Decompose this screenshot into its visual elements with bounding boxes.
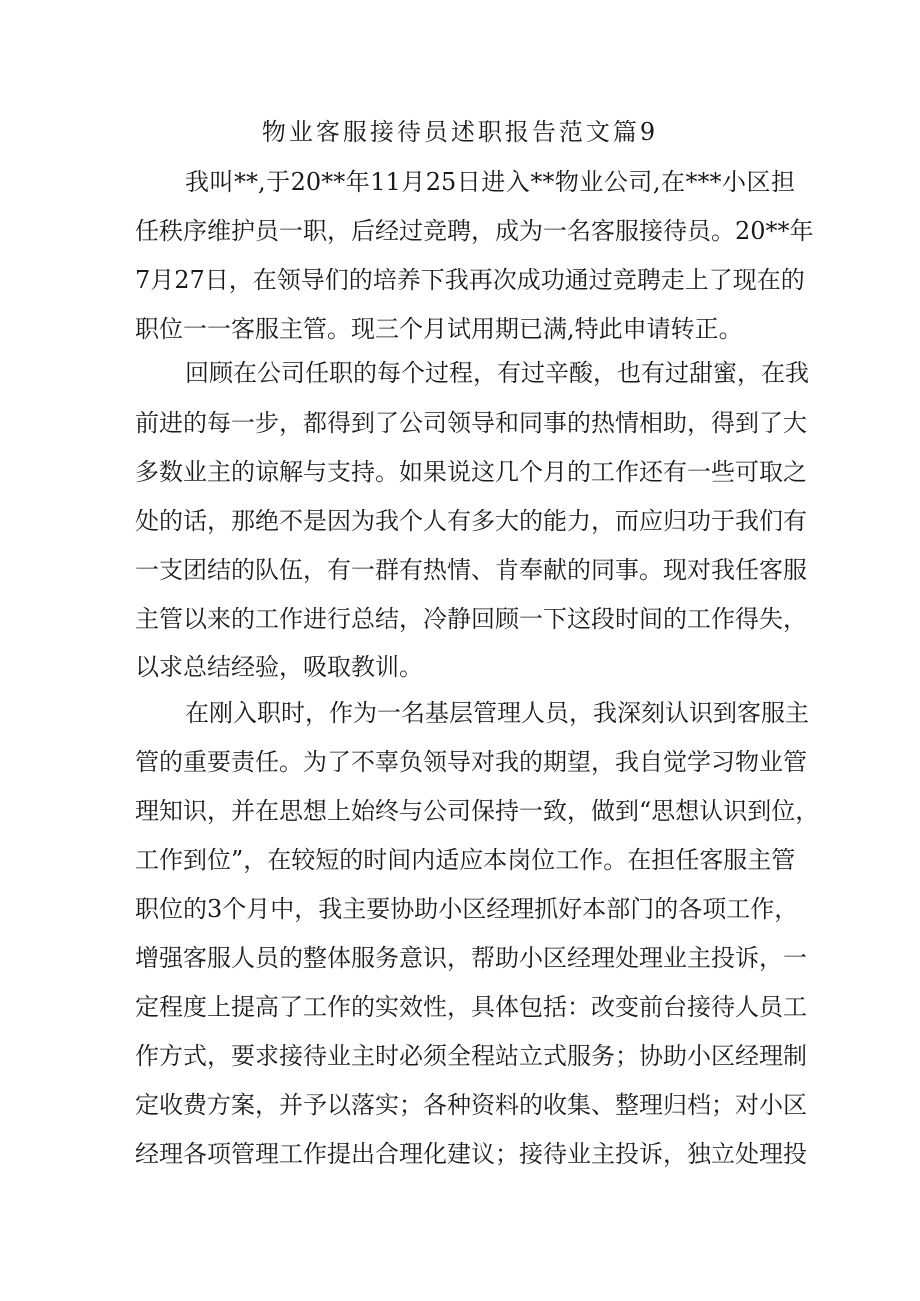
- text-line: 工作到位”，在较短的时间内适应本岗位工作。在担任客服主管: [135, 846, 796, 874]
- text-line: 我叫**,于20**年11月25日进入**物业公司,在***小区担: [185, 168, 795, 196]
- text-line: 多数业主的谅解与支持。如果说这几个月的工作还有一些可取之: [135, 458, 807, 486]
- text-line: 职位的3个月中，我主要协助小区经理抓好本部门的各项工作，: [135, 895, 799, 923]
- text-line: 处的话，那绝不是因为我个人有多大的能力，而应归功于我们有: [135, 507, 807, 535]
- text-line: 7月27日，在领导们的培养下我再次成功通过竞聘走上了现在的: [135, 266, 805, 294]
- text-line: 经理各项管理工作提出合理化建议；接待业主投诉，独立处理投: [135, 1140, 807, 1168]
- text-line: 任秩序维护员一职，后经过竞聘，成为一名客服接待员。20**年: [135, 217, 814, 245]
- text-line: 前进的每一步，都得到了公司领导和同事的热情相助，得到了大: [135, 409, 807, 437]
- text-line: 主管以来的工作进行总结，冷静回顾一下这段时间的工作得失，: [135, 605, 807, 633]
- text-line: 定收费方案，并予以落实；各种资料的收集、整理归档；对小区: [135, 1091, 807, 1119]
- document-title: 物业客服接待员述职报告范文篇9: [261, 118, 659, 146]
- text-line: 回顾在公司任职的每个过程，有过辛酸，也有过甜蜜，在我: [185, 359, 809, 387]
- text-line: 以求总结经验，吸取教训。: [135, 653, 423, 681]
- text-line: 理知识，并在思想上始终与公司保持一致，做到“思想认识到位，: [135, 797, 820, 825]
- text-line: 在刚入职时，作为一名基层管理人员，我深刻认识到客服主: [185, 699, 809, 727]
- text-line: 一支团结的队伍，有一群有热情、肯奉献的同事。现对我任客服: [135, 556, 807, 584]
- text-line: 作方式，要求接待业主时必须全程站立式服务；协助小区经理制: [135, 1042, 807, 1070]
- text-line: 定程度上提高了工作的实效性，具体包括：改变前台接待人员工: [135, 993, 807, 1021]
- text-line: 职位一一客服主管。现三个月试用期已满,特此申请转正。: [135, 315, 743, 343]
- text-line: 增强客服人员的整体服务意识，帮助小区经理处理业主投诉，一: [135, 944, 807, 972]
- text-line: 管的重要责任。为了不辜负领导对我的期望，我自觉学习物业管: [135, 748, 807, 776]
